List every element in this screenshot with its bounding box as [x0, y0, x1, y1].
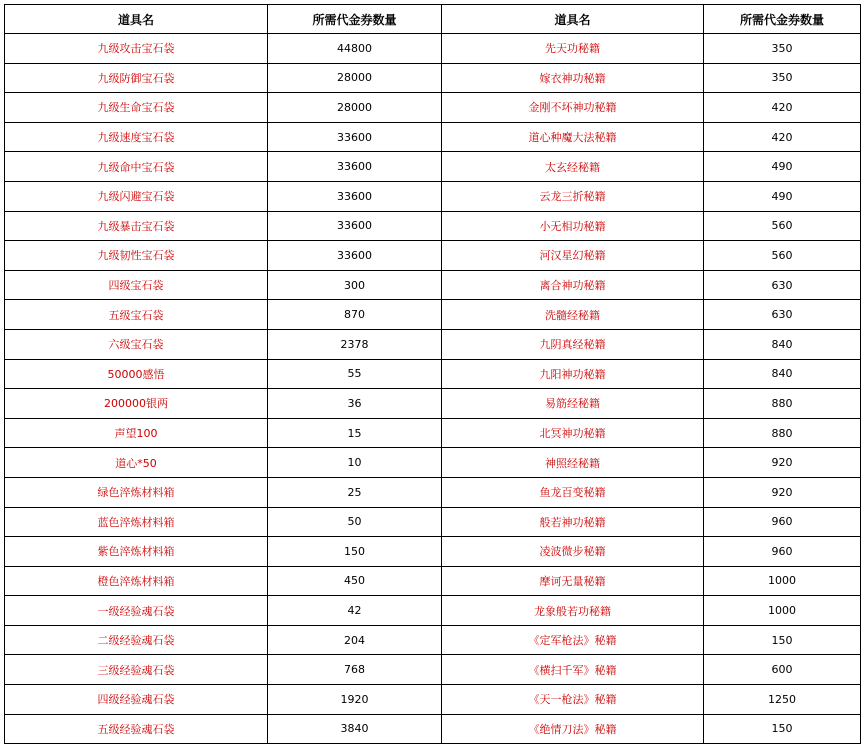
item-name-left: 四级宝石袋 — [5, 270, 268, 300]
item-name-right: 九阳神功秘籍 — [442, 359, 704, 389]
voucher-qty-left: 33600 — [268, 181, 442, 211]
table-row — [5, 418, 861, 448]
item-name-left: 九级命中宝石袋 — [5, 152, 268, 182]
voucher-qty-right: 420 — [704, 93, 861, 123]
table-row — [5, 300, 861, 330]
voucher-qty-left: 768 — [268, 655, 442, 685]
item-name-left: 200000银两 — [5, 389, 268, 419]
item-name-left: 九级暴击宝石袋 — [5, 211, 268, 241]
item-name-left: 绿色淬炼材料箱 — [5, 477, 268, 507]
table-row — [5, 359, 861, 389]
table-row — [5, 566, 861, 596]
table-row — [5, 241, 861, 271]
table-row — [5, 625, 861, 655]
voucher-qty-left: 28000 — [268, 63, 442, 93]
table-row — [5, 389, 861, 419]
item-name-right: 《绝情刀法》秘籍 — [442, 714, 704, 744]
table-header-row — [5, 5, 861, 34]
table-body — [5, 34, 861, 744]
voucher-qty-right: 1000 — [704, 596, 861, 626]
voucher-qty-right: 490 — [704, 181, 861, 211]
item-name-right: 嫁衣神功秘籍 — [442, 63, 704, 93]
voucher-qty-left: 55 — [268, 359, 442, 389]
item-name-left: 九级攻击宝石袋 — [5, 34, 268, 64]
voucher-qty-left: 25 — [268, 477, 442, 507]
voucher-qty-right: 880 — [704, 389, 861, 419]
item-name-left: 橙色淬炼材料箱 — [5, 566, 268, 596]
voucher-qty-left: 450 — [268, 566, 442, 596]
voucher-qty-right: 150 — [704, 714, 861, 744]
item-name-right: 凌波微步秘籍 — [442, 537, 704, 567]
table-row — [5, 211, 861, 241]
item-name-left: 五级宝石袋 — [5, 300, 268, 330]
voucher-qty-right: 880 — [704, 418, 861, 448]
voucher-qty-right: 490 — [704, 152, 861, 182]
header-item-name-left: 道具名 — [5, 5, 268, 34]
item-name-left: 50000感悟 — [5, 359, 268, 389]
header-item-name-right: 道具名 — [442, 5, 704, 34]
voucher-qty-left: 33600 — [268, 122, 442, 152]
header-voucher-qty-right: 所需代金券数量 — [704, 5, 861, 34]
table-row — [5, 181, 861, 211]
voucher-qty-left: 42 — [268, 596, 442, 626]
voucher-qty-right: 560 — [704, 211, 861, 241]
item-name-right: 《定军枪法》秘籍 — [442, 625, 704, 655]
item-name-left: 紫色淬炼材料箱 — [5, 537, 268, 567]
voucher-qty-right: 350 — [704, 34, 861, 64]
voucher-qty-left: 36 — [268, 389, 442, 419]
item-price-table — [4, 4, 861, 744]
item-name-right: 龙象般若功秘籍 — [442, 596, 704, 626]
table-row — [5, 537, 861, 567]
voucher-qty-left: 33600 — [268, 211, 442, 241]
item-name-left: 九级速度宝石袋 — [5, 122, 268, 152]
table-row — [5, 685, 861, 715]
item-name-right: 易筋经秘籍 — [442, 389, 704, 419]
item-name-right: 九阴真经秘籍 — [442, 329, 704, 359]
table-row — [5, 714, 861, 744]
voucher-qty-left: 3840 — [268, 714, 442, 744]
table-row — [5, 63, 861, 93]
voucher-qty-left: 1920 — [268, 685, 442, 715]
item-name-right: 般若神功秘籍 — [442, 507, 704, 537]
voucher-qty-right: 630 — [704, 270, 861, 300]
voucher-qty-right: 920 — [704, 448, 861, 478]
voucher-qty-right: 150 — [704, 625, 861, 655]
item-name-right: 神照经秘籍 — [442, 448, 704, 478]
table-row — [5, 93, 861, 123]
item-name-left: 九级生命宝石袋 — [5, 93, 268, 123]
voucher-qty-right: 840 — [704, 359, 861, 389]
item-name-right: 先天功秘籍 — [442, 34, 704, 64]
table-row — [5, 596, 861, 626]
voucher-qty-right: 600 — [704, 655, 861, 685]
voucher-qty-right: 630 — [704, 300, 861, 330]
voucher-qty-right: 420 — [704, 122, 861, 152]
voucher-qty-left: 28000 — [268, 93, 442, 123]
item-name-right: 北冥神功秘籍 — [442, 418, 704, 448]
voucher-qty-left: 33600 — [268, 152, 442, 182]
voucher-qty-right: 960 — [704, 537, 861, 567]
item-name-left: 九级韧性宝石袋 — [5, 241, 268, 271]
item-name-right: 洗髓经秘籍 — [442, 300, 704, 330]
item-name-right: 太玄经秘籍 — [442, 152, 704, 182]
item-name-right: 小无相功秘籍 — [442, 211, 704, 241]
item-name-left: 二级经验魂石袋 — [5, 625, 268, 655]
item-name-left: 一级经验魂石袋 — [5, 596, 268, 626]
item-name-left: 五级经验魂石袋 — [5, 714, 268, 744]
table-row — [5, 122, 861, 152]
item-name-left: 声望100 — [5, 418, 268, 448]
table-row — [5, 329, 861, 359]
voucher-qty-left: 300 — [268, 270, 442, 300]
voucher-qty-right: 920 — [704, 477, 861, 507]
item-name-right: 云龙三折秘籍 — [442, 181, 704, 211]
item-name-right: 道心种魔大法秘籍 — [442, 122, 704, 152]
voucher-qty-right: 560 — [704, 241, 861, 271]
voucher-qty-right: 960 — [704, 507, 861, 537]
voucher-qty-left: 150 — [268, 537, 442, 567]
voucher-qty-right: 840 — [704, 329, 861, 359]
voucher-qty-left: 10 — [268, 448, 442, 478]
item-name-right: 鱼龙百变秘籍 — [442, 477, 704, 507]
item-name-right: 河汉星幻秘籍 — [442, 241, 704, 271]
item-name-left: 九级闪避宝石袋 — [5, 181, 268, 211]
item-name-right: 离合神功秘籍 — [442, 270, 704, 300]
item-name-left: 九级防御宝石袋 — [5, 63, 268, 93]
voucher-qty-left: 50 — [268, 507, 442, 537]
item-name-right: 《横扫千军》秘籍 — [442, 655, 704, 685]
voucher-qty-right: 1000 — [704, 566, 861, 596]
table-row — [5, 655, 861, 685]
table-row — [5, 477, 861, 507]
voucher-qty-left: 870 — [268, 300, 442, 330]
voucher-qty-left: 44800 — [268, 34, 442, 64]
item-name-left: 六级宝石袋 — [5, 329, 268, 359]
item-name-left: 三级经验魂石袋 — [5, 655, 268, 685]
voucher-qty-left: 204 — [268, 625, 442, 655]
table-row — [5, 152, 861, 182]
voucher-qty-left: 33600 — [268, 241, 442, 271]
item-name-right: 《天一枪法》秘籍 — [442, 685, 704, 715]
header-voucher-qty-left: 所需代金券数量 — [268, 5, 442, 34]
item-name-right: 金刚不坏神功秘籍 — [442, 93, 704, 123]
table-row — [5, 34, 861, 64]
voucher-qty-right: 350 — [704, 63, 861, 93]
voucher-qty-left: 2378 — [268, 329, 442, 359]
item-name-left: 道心*50 — [5, 448, 268, 478]
table-row — [5, 448, 861, 478]
item-name-left: 四级经验魂石袋 — [5, 685, 268, 715]
table-row — [5, 507, 861, 537]
item-name-right: 摩诃无量秘籍 — [442, 566, 704, 596]
voucher-qty-left: 15 — [268, 418, 442, 448]
voucher-qty-right: 1250 — [704, 685, 861, 715]
item-name-left: 蓝色淬炼材料箱 — [5, 507, 268, 537]
table-row — [5, 270, 861, 300]
